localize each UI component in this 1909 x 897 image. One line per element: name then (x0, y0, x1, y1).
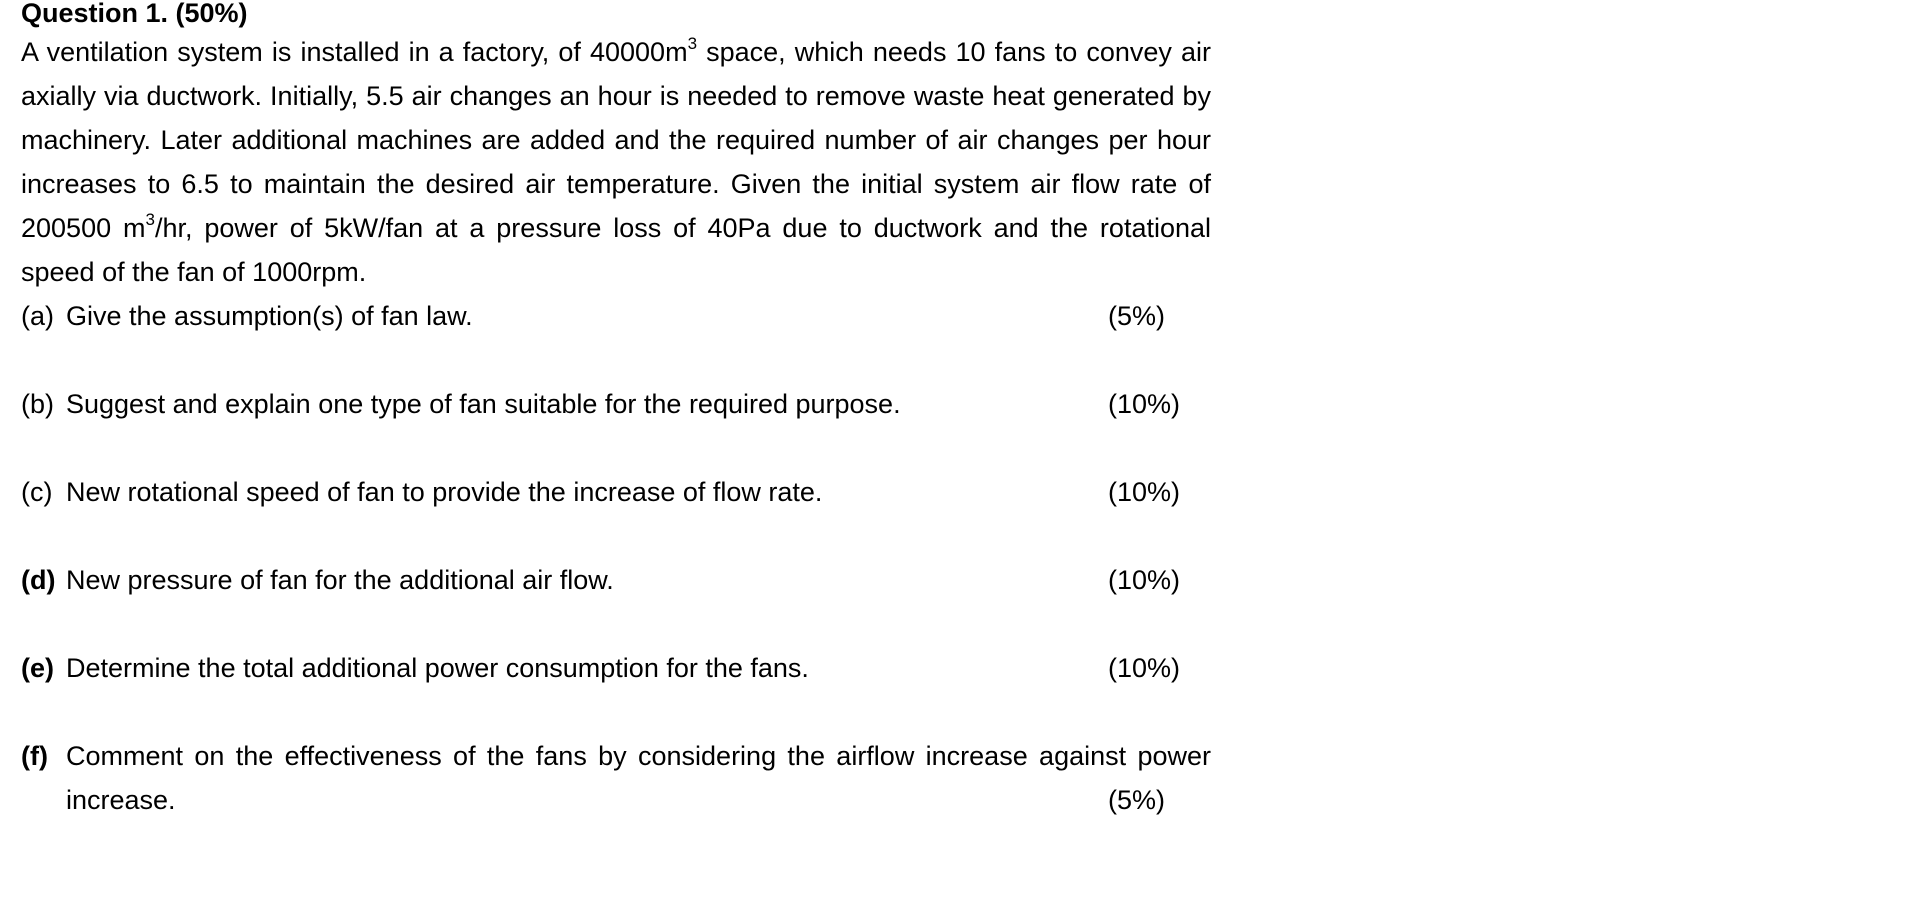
part-b-text: Suggest and explain one type of fan suitable for the required purpose. (66, 389, 901, 419)
part-a (21, 294, 1211, 338)
intro-superscript-1: 3 (687, 34, 698, 53)
part-a-text: Give the assumption(s) of fan law. (66, 301, 473, 331)
part-b-marks: (10%) (1108, 389, 1181, 419)
part-f-label: (f) (21, 741, 48, 771)
intro-text-2: space, which needs 10 fans to convey air axially via ductwork. Initially, 5.5 air changes an hour is needed to remove waste heat generated by machinery. Later additional machines are added and the required number of air changes per hour increases to 6.5 to maintain the desired air temperature. Given the initial system air flow rate of 200500 m (21, 37, 1212, 243)
part-e-marks: (10%) (1108, 653, 1181, 683)
part-d-label: (d) (21, 565, 56, 595)
part-a-label: (a) (21, 301, 54, 331)
part-c-text: New rotational speed of fan to provide the increase of flow rate. (66, 477, 823, 507)
part-b (21, 382, 1211, 426)
question-intro (21, 30, 1211, 294)
part-e-label: (e) (21, 653, 54, 683)
intro-text-3: /hr, power of 5kW/fan at a pressure loss of 40Pa due to ductwork and the rotational speed of the fan of 1000rpm. (21, 213, 1212, 287)
question-document (21, 0, 1211, 822)
part-e (21, 646, 1211, 690)
part-f (21, 734, 1211, 822)
part-d-marks: (10%) (1108, 565, 1181, 595)
intro-text-1: A ventilation system is installed in a factory, of 40000m (21, 37, 688, 67)
part-e-text: Determine the total additional power consumption for the fans. (66, 653, 809, 683)
part-d-text: New pressure of fan for the additional air flow. (66, 565, 614, 595)
question-title: Question 1. (50%) (21, 0, 248, 28)
part-a-marks: (5%) (1108, 301, 1166, 331)
part-c (21, 470, 1211, 514)
part-c-label: (c) (21, 477, 53, 507)
part-d (21, 558, 1211, 602)
intro-superscript-2: 3 (145, 210, 155, 229)
part-c-marks: (10%) (1108, 477, 1181, 507)
part-b-label: (b) (21, 389, 54, 419)
part-f-text: Comment on the effectiveness of the fans by considering the airflow increase against power increase. (66, 741, 1211, 815)
part-f-marks: (5%) (1108, 785, 1166, 815)
